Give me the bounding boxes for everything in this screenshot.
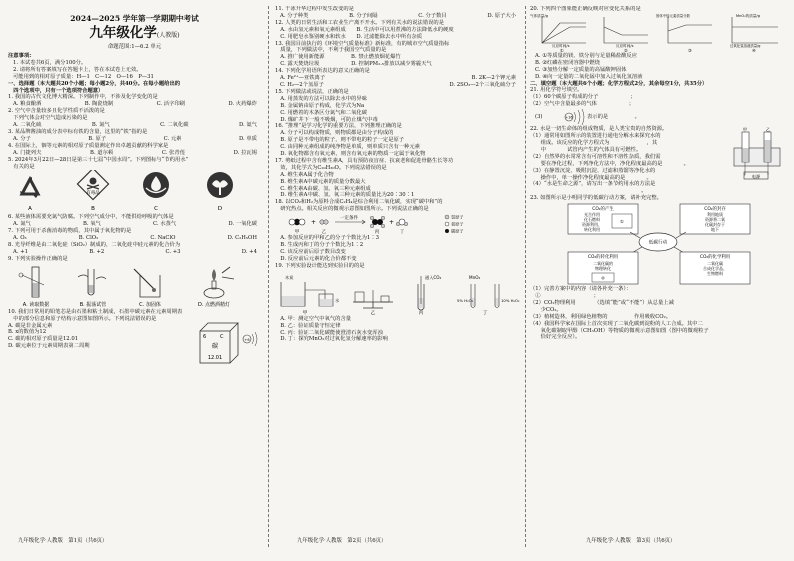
ion-question: 表示的是 。: [587, 113, 640, 120]
label-jia: 甲: [294, 230, 300, 236]
text-line: 二、填空题（本大题共6个小题；化学方程式2分，其余每空1分，共35分）: [530, 80, 708, 87]
label-yi: 乙: [370, 310, 376, 316]
element-name: 碳: [211, 342, 219, 350]
ion-structure-diagram: [561, 108, 587, 126]
answer-option[interactable]: C. 元素: [163, 135, 182, 142]
option-d-label: D: [217, 206, 223, 213]
text-line: A. 推广使用新能源 B. 禁止燃放烟花爆竹: [275, 54, 401, 61]
text-line: 。: [530, 188, 647, 195]
recycle-icon: [16, 173, 44, 201]
text-line: A. 水由氢元素和氧元素组成 B. 生活中可以用煮沸的方法降低水的硬度: [275, 26, 454, 33]
alcohol-lamp-icon: [204, 267, 234, 298]
svg-text:+16: +16: [565, 115, 573, 120]
text-line: A. 分子可以构成物质，则物质都是由分子构成的: [275, 130, 394, 137]
text-line: A. ①等质量的镁、铁分别与足量稀盐酸反应: [535, 52, 637, 59]
box-title: CO₂的封存: [704, 207, 726, 213]
page-footer: 九年级化学·人教版 第3页（共6页）: [586, 538, 676, 544]
option-c-label: C: [154, 206, 158, 213]
q20-graphs: [530, 13, 786, 53]
label-water: 水: [335, 297, 340, 303]
toxic-label: 有毒品: [86, 191, 100, 197]
answer-option[interactable]: B. 氮气: [91, 122, 110, 129]
box-co2-physical: [568, 252, 638, 284]
low-carbon-diagram: [530, 202, 786, 286]
leaf-icon: [207, 172, 233, 198]
text-line: 下列气体会对空气造成污染的是: [8, 115, 88, 122]
option-row: [275, 82, 520, 89]
molecule-yi: [320, 220, 328, 224]
graph-caption: ②: [624, 47, 628, 53]
text-line: 一、选择题（本大题共20个小题；每小题2分，共40分。在每小题给出的: [8, 80, 181, 87]
answer-option[interactable]: D. 一氧化碳: [228, 221, 257, 228]
text-line: 10. 我们日常用的铅笔芯是由石墨和粘土制成，石墨中碳元素在元素周期表: [8, 308, 183, 315]
text-line: 17. 剪纸过程中含有维生素A，具有预防夜盲症、抗衰老和促进骨骼生长等功: [275, 157, 454, 164]
text-line: 14. 下列化学用语所表达的意义正确的是: [275, 68, 370, 75]
answer-option[interactable]: C. +3: [165, 248, 181, 255]
question-group: [8, 309, 198, 369]
q5-figure: [8, 170, 261, 214]
tube-yi-label: 乙: [765, 127, 771, 133]
text-line: （3）植树造林，利用绿色植物的 作用吸收CO₂。: [530, 313, 672, 320]
center-node: [630, 232, 686, 254]
atomic-number: 6: [203, 333, 207, 340]
text-line: D. 煤矿井下一般不吸烟，可防止煤气中毒: [275, 116, 378, 123]
text-line: C. 露天焚烧垃圾 D. 控制PM₂.₅排放以减少雾霾天气: [275, 61, 432, 68]
question-group: [275, 316, 520, 344]
text-line: 氧化碳制取甲醇（CH₃OH）等物质的微观示意图如图（图中的微观粒子: [530, 327, 709, 334]
text-line: 可能用到的相对原子质量：H—1 C—12 O—16 P—31: [13, 73, 154, 80]
graph-2: [604, 17, 648, 53]
electrolysis-apparatus: [730, 126, 784, 182]
nucleus-charge: +6: [244, 337, 250, 342]
svg-text:地下: 地下: [711, 227, 719, 233]
label-yi: 乙: [321, 230, 327, 236]
text-line: 9. 下列实验操作正确的是: [8, 255, 68, 262]
svg-text:转化利用: 转化利用: [584, 227, 600, 233]
text-line: （1）完善方案中的内容（请各补充一条）：: [530, 286, 632, 293]
text-line: 18. 以CO₂和H₂为原料合成C₂H₄是综合利用二氧化碳，实现“碳中和”的: [275, 199, 443, 206]
question-group: [275, 235, 520, 270]
text-line: 23. 如图所示是小明同学的低碳行动方案，请补充完整。: [530, 195, 662, 202]
answer-option[interactable]: C. NaClO: [150, 235, 176, 242]
option-row: [8, 136, 261, 143]
text-line: 2. 请将所有答案填写在答题卡上，答在本试卷上无效。: [13, 66, 142, 73]
text-line: 4. 在国际上，铟等元素的相对原子质量测定作出卓越贡献的科学家是: [8, 142, 169, 149]
balance-apparatus: [353, 290, 393, 308]
text-line: （2）空气中含量最多的气体 ；: [530, 101, 635, 108]
x-axis-label: 反应时间/s: [552, 43, 570, 48]
answer-option[interactable]: C. 张青莲: [161, 149, 185, 156]
notes-list: [8, 60, 261, 81]
catalyst-comparison-apparatus: [457, 275, 520, 308]
text-line: （1）通常用如图所示的装置进行通电分解水来探究水的: [530, 133, 661, 140]
beaker-spatula-icon: [134, 269, 160, 297]
answer-option[interactable]: B. 2K—2个钾元素: [471, 75, 516, 82]
text-line: 3. 某品牌酱油的成分表中标有铁的含量，这里的“铁”指的是: [8, 128, 148, 135]
legend-hydrogen: 氢原子: [451, 214, 464, 220]
answer-option[interactable]: B. 道尔顿: [90, 149, 114, 156]
tube-jia-label: 甲: [742, 127, 748, 133]
column-divider: [525, 6, 526, 547]
q22-block: [530, 126, 786, 195]
column-divider: [268, 6, 269, 547]
option-b-label: B: [91, 206, 95, 213]
test-tube-shaking-icon: [78, 269, 106, 295]
text-line: （2）CO₂物理利用 （选填“能”或“不能”）从总量上减: [530, 299, 674, 306]
answer-option[interactable]: B. 原子: [88, 135, 107, 142]
answer-option[interactable]: A. 门捷列夫: [13, 149, 42, 156]
answer-option[interactable]: D. C₂H₅OH: [227, 235, 257, 242]
answer-option[interactable]: A. 分子种类: [280, 12, 309, 19]
text-line: （3）在静置沉淀、吸附沉淀、过滤和蒸馏等净化水的: [530, 167, 656, 174]
text-line: B. 生成丙和丁的分子个数比为1∶2: [275, 242, 364, 249]
text-line: D. 碳元素位于元素周期表第二周期: [8, 343, 90, 350]
option-row: [8, 235, 261, 242]
graph-1: [530, 13, 586, 53]
answer-option[interactable]: A. O₃: [13, 235, 27, 242]
carbon-element-card: [198, 309, 258, 369]
answer-option[interactable]: A. 二氧化硫: [13, 122, 42, 129]
answer-option[interactable]: D. 原子大小: [487, 12, 516, 19]
text-line: 16. “推理”是学习化学的重要方法，下列推理正确的是: [275, 123, 402, 130]
text-line: 5. 2024年3月22日—28日是第三十七届“中国水周”。下列图标与“节约用水”: [8, 156, 189, 163]
subject-title: 九年级化学(人教版): [89, 25, 180, 41]
y-axis-label: 固体中锰元素质量分数: [656, 13, 690, 18]
svg-text:化石燃料: 化石燃料: [584, 217, 600, 223]
label-bing: 丙: [374, 230, 380, 236]
answer-option[interactable]: D. 氦气: [238, 122, 257, 129]
svg-text:生物燃料: 生物燃料: [707, 271, 723, 277]
answer-option[interactable]: B. 氧气: [82, 221, 101, 228]
text-line: A. 甲：测定空气中氧气的含量: [275, 315, 352, 322]
box-title: CO₂的化学利用: [699, 255, 731, 261]
center-label: 低碳行动: [648, 240, 668, 246]
page-3-column: [530, 6, 786, 547]
graph-caption: ④: [752, 47, 756, 53]
answer-option[interactable]: A. 氮气: [13, 221, 31, 228]
text-line: 15. 下列做法或说法，正确的是: [275, 88, 349, 95]
x-axis-label: 过氧化氢溶液质量/g: [730, 43, 761, 48]
answer-option[interactable]: D. 拉瓦锡: [233, 149, 257, 156]
question-group: [530, 286, 786, 341]
svg-text:合成化学品、: 合成化学品、: [703, 266, 727, 272]
carbon-combustion-apparatus: [281, 274, 340, 306]
question-group: [8, 214, 261, 262]
svg-text:②: ②: [601, 275, 605, 281]
label-jia: 甲: [302, 310, 308, 316]
text-line: 1. 我国的古代文化博大精深。下列制作中，不涉及化学变化的是: [8, 94, 158, 101]
question-group: [530, 87, 786, 108]
box-title: CO₂的产生: [592, 207, 614, 213]
notes-label: 注意事项:: [8, 53, 32, 59]
legend-carbon: 碳原子: [451, 228, 464, 234]
option-row: [8, 249, 261, 256]
answer-option[interactable]: C. 分子数目: [418, 12, 447, 19]
label-bing: 丙: [418, 310, 424, 316]
text-line: 中 试管内产生的气体具有可燃性。: [530, 146, 642, 153]
answer-option[interactable]: A. Fe²⁺—亚铁离子: [280, 75, 326, 82]
q21-ion-line: (3) +16 表示的是 。: [530, 108, 786, 126]
answer-option[interactable]: B. 陶瓷烧制: [84, 101, 114, 108]
answer-option[interactable]: C. 二氧化碳: [160, 122, 189, 129]
text-line: 要在净化过程，下列净化方法中，净化程度最高的是 。: [530, 160, 689, 167]
page-footer: 九年级化学·人教版 第2页（共6页）: [297, 538, 387, 544]
svg-text:资源利用、: 资源利用、: [582, 222, 602, 228]
option-a-label: A: [28, 206, 32, 213]
svg-text:化碳封存于: 化碳封存于: [705, 222, 725, 228]
svg-text:+: +: [389, 219, 395, 227]
svg-text:+: +: [311, 219, 317, 227]
svg-text:光合作用: 光合作用: [584, 212, 600, 218]
text-line: D. 反应前后元素的化合价都不变: [275, 255, 357, 262]
text-line: ① ；: [530, 293, 599, 300]
text-line: C. ③加热分解一定质量的高锰酸钾固体: [535, 66, 627, 73]
text-line: C. 由同种元素组成的纯净物是单质，则单质只含有一种元素: [275, 144, 420, 151]
molecule-jia: [289, 219, 305, 225]
answer-option[interactable]: A. 分子: [13, 135, 31, 142]
box-co2-storage: [680, 204, 750, 234]
text-line: 6. 某些液体需要充氮气防腐。下列空气成分中，不能供给呼吸的气体是: [8, 214, 174, 221]
text-line: 四个选项中，只有一个选项符合题意）: [8, 87, 104, 94]
question-group: [275, 6, 520, 213]
text-line: C. 维生素A由碳、氢、氧三种元素组成: [275, 185, 371, 192]
text-line: （2）自然界的水常常含有可溶性和不溶性杂质，我们需: [530, 153, 661, 160]
legend-oxygen: 氧原子: [451, 221, 464, 227]
page-2-column: [275, 6, 520, 547]
svg-text:二氧化碳: 二氧化碳: [707, 261, 723, 267]
answer-option[interactable]: C. H₂—2个氢原子: [280, 81, 324, 88]
svg-text:物理转化: 物理转化: [595, 266, 611, 272]
text-line: 7. 下列可用于杀菌消毒的物质，其中属于氧化物的是: [8, 228, 132, 235]
caption-a: A. 读取数据: [22, 301, 50, 308]
answer-option[interactable]: B. +2: [89, 248, 105, 255]
reaction-condition: 一定条件: [340, 216, 358, 222]
answer-option[interactable]: D. +4: [241, 248, 257, 255]
question-group: [8, 94, 261, 170]
q10-block: [8, 309, 261, 369]
caption-b: B. 振荡试管: [79, 301, 107, 308]
text-line: B. 乙：验证质量守恒定律: [275, 322, 341, 329]
text-line: 质量，下列做法中，不利于我国空气质量的是: [275, 47, 387, 54]
graph-caption: ③: [688, 47, 692, 53]
molecule-ding: [396, 219, 408, 226]
exam-title: 2024—2025 学年第一学期期中考试: [70, 14, 199, 23]
graph-caption: ①: [560, 47, 564, 53]
text-line: 19. 下列实验设计能达到实验目的的是: [275, 262, 365, 269]
toxic-icon: [77, 170, 108, 200]
q19-figure: [275, 270, 520, 316]
answer-option[interactable]: C. 水蒸气: [153, 221, 177, 228]
question-group: [530, 6, 786, 13]
text-line: C. 丙：验证二氧化碳能使澄清石灰水变浑浊: [275, 329, 383, 336]
question-group: [530, 126, 730, 195]
answer-option[interactable]: A. 粮食酿酒: [13, 101, 42, 108]
y-axis-label: MnO₂的质量/g: [736, 13, 760, 18]
page-footer: 九年级化学·人教版 第1页（共6页）: [18, 538, 108, 544]
water-drop-icon: [143, 172, 169, 198]
text-line: 8. 光导纤维是由二氧化硅（SiO₂）制成的，二氧化硅中硅元素的化合价为: [8, 242, 181, 249]
caption-d: D. 点燃酒精灯: [197, 301, 231, 308]
text-line: B. ②红磷在密闭容器中燃烧: [535, 59, 600, 66]
text-line: D. ④向一定量的二氧化锰中加入过氧化氢溶液: [535, 73, 643, 80]
text-line: A. 用蒸发的方法可以除去水中的异味: [275, 95, 367, 102]
molecule-bing: [370, 216, 385, 228]
question-options: [530, 53, 786, 81]
option-row: [275, 13, 520, 20]
answer-option[interactable]: B. ClO₂: [78, 235, 99, 242]
answer-option[interactable]: B. 分子间隔: [349, 12, 378, 19]
answer-option[interactable]: D. 火药爆炸: [228, 101, 257, 108]
option-row: [275, 75, 520, 82]
label-co2-inlet: 通入CO₂: [425, 274, 442, 280]
x-axis-label: 反应时间/s: [616, 43, 634, 48]
text-line: 22. 水是一切生命体的组成物质，是人类宝贵的自然资源。: [530, 126, 668, 133]
svg-text:二氧化碳的: 二氧化碳的: [593, 261, 613, 267]
text-line: （4）我国科学家在国际上首次实现了二氧化碳到淀粉的人工合成。其中二: [530, 320, 703, 327]
element-symbol: C: [220, 333, 224, 340]
svg-text:利用地质: 利用地质: [707, 212, 723, 218]
text-line: B. 金属钠由原子构成，化学式为Na: [275, 102, 365, 109]
text-line: （4）“水是生命之源”，请写出一条节约用水的方法是: [530, 181, 656, 188]
label-h2o2-5: 5% H₂O₂: [457, 297, 474, 303]
y-axis-label: 气体质量/g: [530, 13, 548, 18]
q18-figure: [275, 213, 520, 235]
question-group: [530, 195, 786, 202]
answer-option[interactable]: C. 活字印刷: [156, 101, 185, 108]
text-line: 有关的是: [8, 163, 35, 170]
text-line: 效，其化学式为C₂₀H₃₀O。下列说法错误的是: [275, 164, 387, 171]
text-line: A. 碳是非金属元素: [8, 322, 53, 329]
text-line: B. x的数值为12: [8, 329, 47, 336]
box-title: CO₂的转化利用: [587, 255, 619, 261]
text-line: B. 维生素A中碳元素的质量分数最大: [275, 178, 366, 185]
option-row: [8, 122, 261, 129]
text-line: D. 丁：探究MnO₂对过氧化氢分解速率的影响: [275, 336, 388, 343]
label-h2o2-10: 10% H₂O₂: [501, 297, 520, 303]
box-co2-chemical: [680, 252, 750, 284]
scope-text: 命题范围:1—6.2 单元: [107, 44, 162, 50]
label-charcoal: 木炭: [285, 274, 294, 280]
option-row: [8, 150, 261, 157]
co2-limewater-apparatus: [418, 274, 442, 310]
text-line: 恰好完全反应）。: [530, 334, 581, 341]
caption-c: C. 加固体: [139, 301, 161, 308]
text-line: D. 维生素A中碳、氢、氧三种元素的质量比为20∶30∶1: [275, 192, 415, 199]
text-line: 中的部分信息和原子结构示意图如图所示。下列说法错误的是: [8, 315, 157, 322]
text-line: C. 该反应前后原子数目改变: [275, 249, 346, 255]
text-line: C. 碳的相对原子质量是12.01: [8, 336, 79, 343]
answer-option[interactable]: A. +1: [13, 248, 29, 255]
graph-4: [730, 13, 778, 53]
text-line: C. 用肥皂水鉴别硬水和软水 D. 过滤能除去水中所有杂质: [275, 33, 423, 40]
text-line: A. 维生素A属于化合物: [275, 171, 334, 178]
label-ding: 丁: [399, 230, 405, 236]
text-line: 11. 干冰升华过程中发生改变的是: [275, 6, 354, 12]
text-line: （1）60个碳原子构成的分子 ；: [530, 94, 636, 101]
atomic-mass: 12.01: [207, 354, 223, 361]
label-ding: 丁: [482, 310, 488, 316]
box-co2-source: [568, 204, 638, 234]
text-line: C. 用燃着的木条区分氮气和二氧化碳: [275, 109, 367, 116]
graduated-cylinder-icon: [19, 267, 44, 297]
text-line: D. 氧化物都含有氧元素，则含有氧元素的物质一定属于氧化物: [275, 151, 426, 158]
power-supply-label: 电源: [751, 174, 761, 180]
text-line: 13. 我国目前执行的《环境空气质量标准》新标准，有的城市空气质量指标: [275, 40, 450, 47]
page-1-column: [8, 6, 261, 547]
text-line: 操作中，单一操作净化程度最高的是 。: [530, 174, 652, 181]
q9-figure: [8, 263, 261, 309]
text-line: 研究热点。相关反应的微观示意图如图所示。下列说法正确的是: [275, 206, 429, 213]
text-line: B. 原子是不带电的粒子，则不带电的粒子一定是原子: [275, 137, 405, 144]
svg-text:①: ①: [620, 219, 624, 225]
label-mno2: MnO₂: [469, 274, 481, 280]
answer-option[interactable]: D. 单质: [238, 135, 257, 142]
text-line: 组成。该反应的化学方程式为 ，其: [530, 139, 658, 146]
text-line: 2. 空气中含量较多且化学性质不活泼的是: [8, 108, 105, 115]
text-line: 12. 人类的日常生活和工农业生产离不开水。下列有关水的说法错误的是: [275, 19, 445, 26]
section-1-heading: [8, 81, 261, 95]
legend: [445, 214, 464, 235]
graph-3: [656, 13, 712, 53]
text-line: 1. 本试卷共6页，满分100分。: [13, 59, 87, 66]
answer-option[interactable]: D. 2SO₃—2个三氧化硫分子: [449, 81, 516, 88]
text-line: 20. 下列四个图象能正确反映对应变化关系的是: [530, 6, 641, 12]
text-line: 少CO₂。: [530, 306, 562, 313]
svg-text:资源将二氧: 资源将二氧: [705, 217, 725, 223]
text-line: A. 参加反应的甲和乙的分子个数比为1∶3: [275, 235, 379, 242]
text-line: 21. 用化学符号填空。: [530, 87, 583, 94]
